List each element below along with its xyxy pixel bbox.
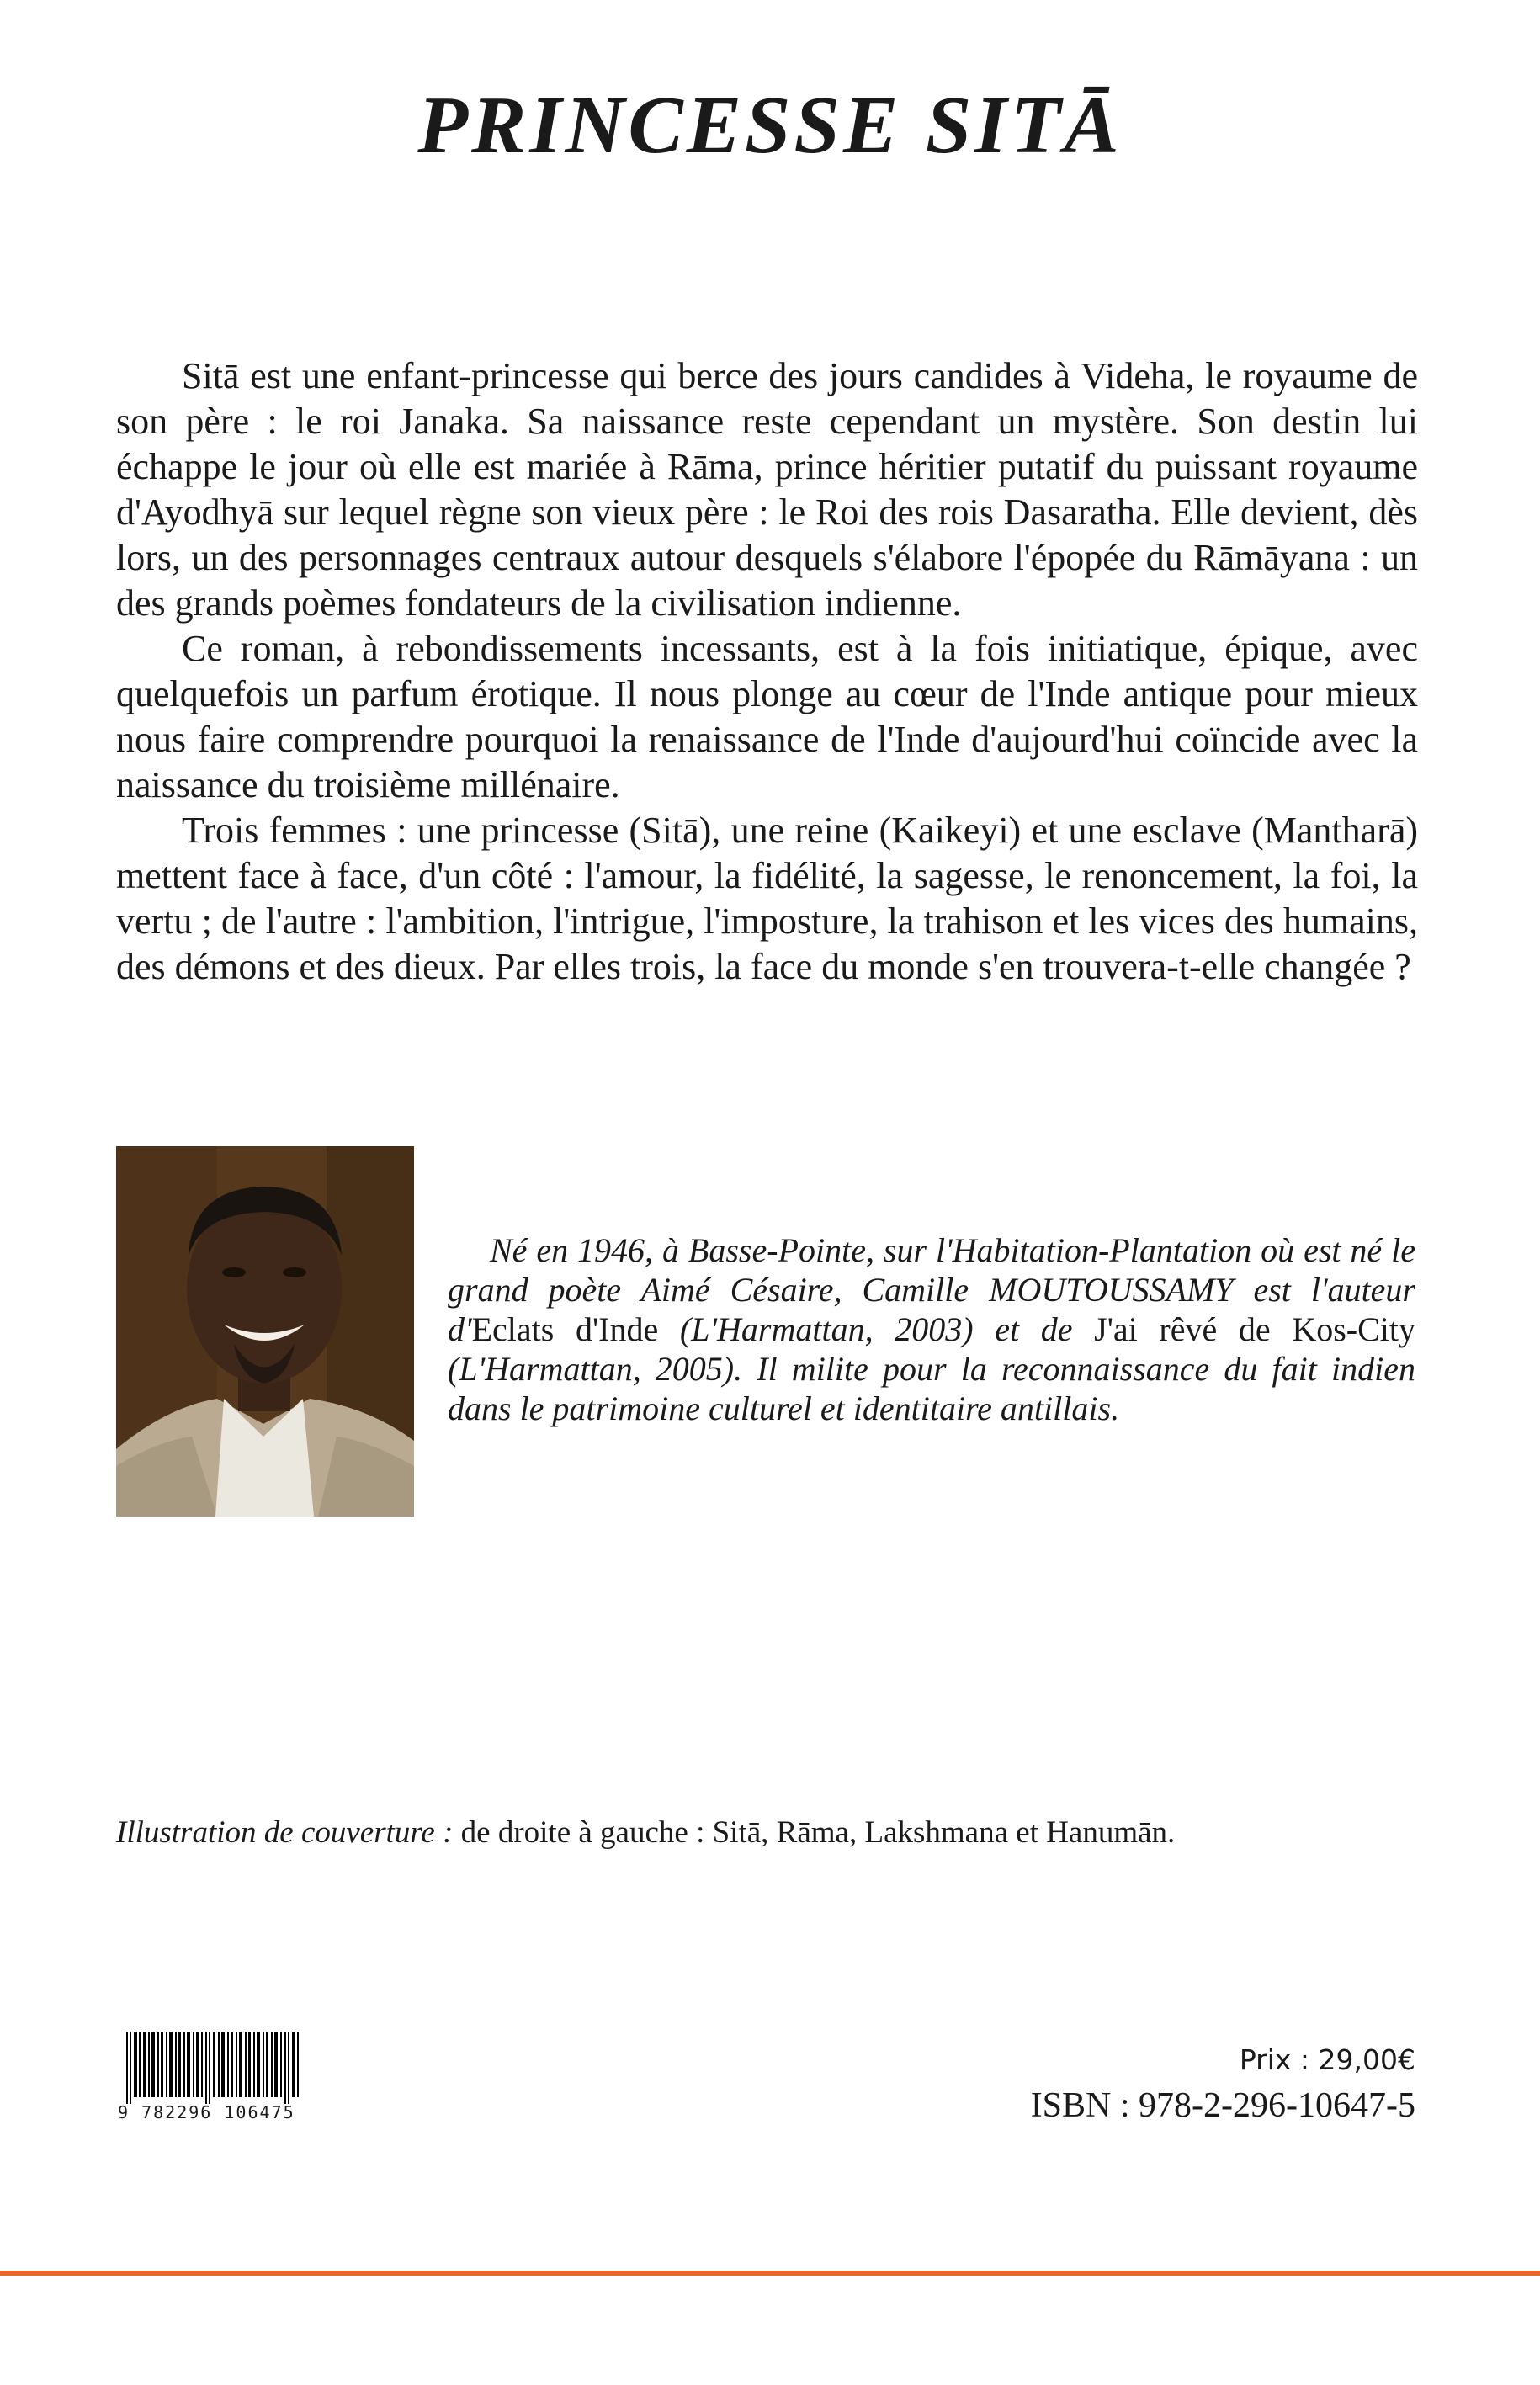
book-title: PRINCESSE SITĀ (417, 80, 1123, 171)
barcode (118, 2032, 301, 2121)
author-photo (116, 1146, 414, 1517)
bio-text: (L'Harmattan, 2005). Il milite pour la reconnaissance du fait indien dans le patrimoine culturel et identitaire antillais. (448, 1350, 1415, 1427)
bio-text: Né en 1946, à Basse-Pointe, sur l'Habitation-Plantation où est né le grand poète Aimé Césaire, Camille MOUTOUSSAMY est l'auteur d' (448, 1231, 1415, 1348)
price: Prix : 29,00€ (1239, 2043, 1415, 2076)
caption-label: Illustration de couverture : (116, 1815, 454, 1850)
bottom-divider (0, 2271, 1540, 2276)
synopsis (116, 353, 1418, 990)
barcode-digits: 9 782296 106475 (118, 2102, 295, 2122)
cover-illustration-caption (116, 1814, 1175, 1851)
bio-book-title: Eclats d'Inde (471, 1310, 659, 1348)
barcode-bars (126, 2032, 301, 2104)
bio-book-title: J'ai rêvé de Kos-City (1094, 1310, 1416, 1348)
bio-text: (L'Harmattan, 2003) et de (658, 1310, 1095, 1348)
isbn: ISBN : 978-2-296-10647-5 (1030, 2086, 1415, 2125)
synopsis-paragraph: Sitā est une enfant-princesse qui berce des jours candides à Videha, le royaume de son père : le roi Janaka. Sa naissance reste cependant un mystère. Son destin lui échappe le jour où elle est mariée à Rāma, prince héritier putatif du puissant royaume d'Ayodhyā sur lequel règne son vieux père : le Roi des rois Dasaratha. Elle devient, dès lors, un des personnages centraux autour desquels s'élabore l'épopée du Rāmāyana : un des grands poèmes fondateurs de la civilisation indienne. (116, 355, 1418, 624)
synopsis-paragraph: Trois femmes : une princesse (Sitā), une reine (Kaikeyi) et une esclave (Mantharā) mettent face à face, d'un côté : l'amour, la fidélité, la sagesse, le renoncement, la foi, la vertu ; de l'autre : l'ambition, l'intrigue, l'imposture, la trahison et les vices des humains, des démons et des dieux. Par elles trois, la face du monde s'en trouvera-t-elle changée ? (116, 810, 1418, 987)
caption-text: de droite à gauche : Sitā, Rāma, Lakshmana et Hanumān. (453, 1815, 1176, 1850)
author-bio (448, 1230, 1415, 1428)
synopsis-paragraph: Ce roman, à rebondissements incessants, est à la fois initiatique, épique, avec quelquefois un parfum érotique. Il nous plonge au cœur de l'Inde antique pour mieux nous faire comprendre pourquoi la renaissance de l'Inde d'aujourd'hui coïncide avec la naissance du troisième millénaire. (116, 628, 1418, 805)
